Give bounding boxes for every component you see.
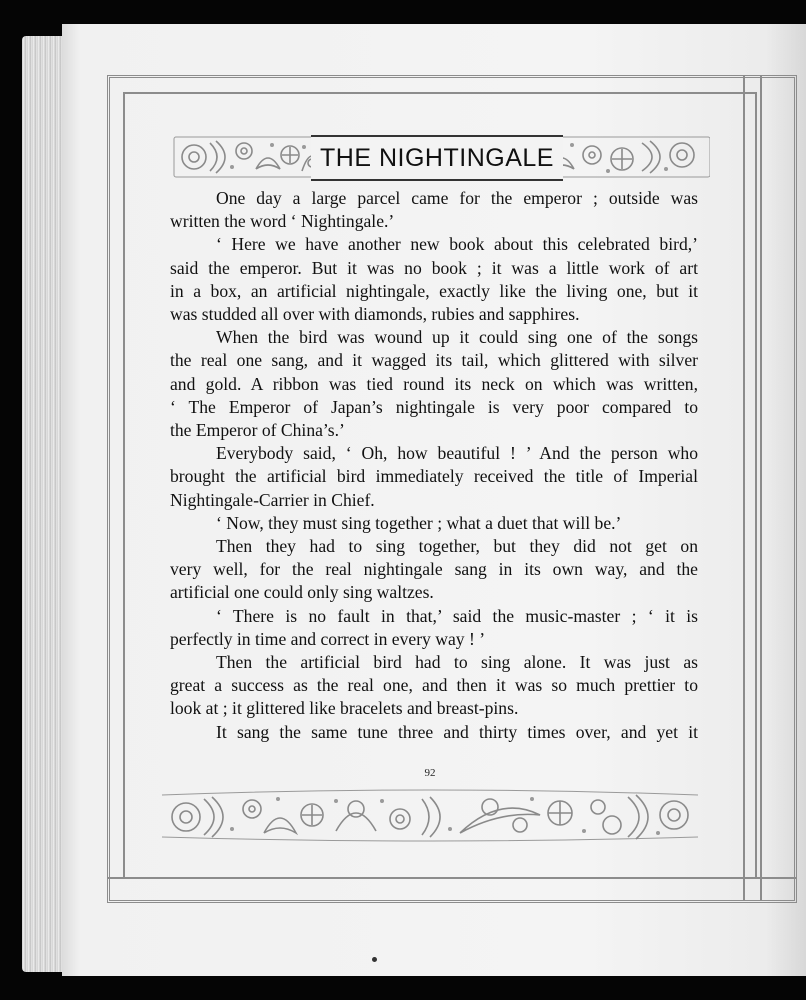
text-line: artificial one could only sing waltzes. xyxy=(170,582,434,603)
title-box xyxy=(311,135,563,181)
floral-ornament-icon xyxy=(160,785,700,845)
text-line: the real one sang, and it wagged its tail, which glittered with silver xyxy=(170,350,698,371)
text-line: said the emperor. But it was no book ; it was a little work of art xyxy=(170,257,698,278)
page-number: 92 xyxy=(424,767,436,779)
text-line: very well, for the real nightingale sang in its own way, and the xyxy=(170,559,698,580)
body-text xyxy=(170,187,698,744)
text-line: ‘ Now, they must sing together ; what a duet that will be.’ xyxy=(216,512,622,533)
text-line: Then the artificial bird had to sing alone. It was just as xyxy=(216,652,698,673)
text-line: ‘ Here we have another new book about this celebrated bird,’ xyxy=(216,234,698,255)
footer-ornament xyxy=(160,785,700,845)
text-line: One day a large parcel came for the emperor ; outside was xyxy=(216,188,698,208)
text-line: It sang the same tune three and thirty times over, and yet it xyxy=(216,721,698,742)
text-line: great a success as the real one, and then it was so much prettier to xyxy=(170,675,698,696)
text-line: and gold. A ribbon was tied round its neck on which was written, xyxy=(170,373,698,394)
text-line: written the word ‘ Nightingale.’ xyxy=(170,211,395,232)
text-line: Everybody said, ‘ Oh, how beautiful ! ’ And the person who xyxy=(216,443,698,464)
page-border-right-rule xyxy=(760,75,762,900)
page-title: THE NIGHTINGALE xyxy=(320,143,554,172)
text-line: the Emperor of China’s.’ xyxy=(170,420,345,441)
text-line: perfectly in time and correct in every way ! ’ xyxy=(170,628,486,649)
text-line: ‘ The Emperor of Japan’s nightingale is very poor compared to xyxy=(170,396,698,417)
page-mark xyxy=(372,957,377,962)
text-line: When the bird was wound up it could sing one of the songs xyxy=(216,327,698,348)
text-line: ‘ There is no fault in that,’ said the music-master ; ‘ it is xyxy=(216,605,698,626)
page-border-right-rule xyxy=(743,75,745,900)
text-line: Then they had to sing together, but they did not get on xyxy=(216,536,698,557)
text-line: look at ; it glittered like bracelets and breast-pins. xyxy=(170,698,519,719)
text-line: was studded all over with diamonds, rubies and sapphires. xyxy=(170,304,580,325)
page-border-bottom-rule xyxy=(107,877,797,879)
text-line: in a box, an artificial nightingale, exactly like the living one, but it xyxy=(170,280,698,301)
text-line: Nightingale-Carrier in Chief. xyxy=(170,489,375,510)
text-line: brought the artificial bird immediately received the title of Imperial xyxy=(170,466,698,487)
